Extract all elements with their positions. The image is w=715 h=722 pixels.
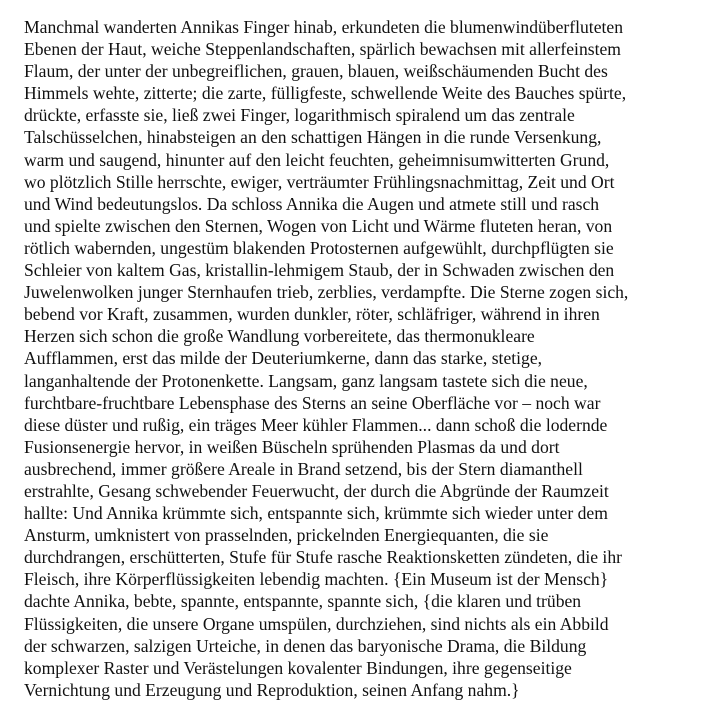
text-line: Fleisch, ihre Körperflüssigkeiten lebendig machten. {Ein Museum ist der Mensch} (24, 569, 609, 590)
text-line: Flaum, der unter der unbegreiflichen, grauen, blauen, weißschäumenden Bucht des (24, 61, 608, 82)
text-line: hallte: Und Annika krümmte sich, entspannte sich, krümmte sich wieder unter dem (24, 503, 608, 524)
text-line: Himmels wehte, zitterte; die zarte, fülligfeste, schwellende Weite des Bauches spürte, (24, 83, 627, 104)
text-line: rötlich wabernden, ungestüm blakenden Protosternen aufgewühlt, durchpflügten sie (24, 237, 614, 258)
text-line: dachte Annika, bebte, spannte, entspannte, spannte sich, {die klaren und trüben (24, 591, 582, 612)
text-line: Herzen sich schon die große Wandlung vorbereitete, das thermonukleare (24, 326, 535, 347)
text-line: warm und saugend, hinunter auf den leicht feuchten, geheimnisumwitterten Grund, (24, 149, 610, 170)
text-line: bebend vor Kraft, zusammen, wurden dunkler, röter, schläfriger, während in ihren (24, 304, 600, 325)
text-line: komplexer Raster und Verästelungen kovalenter Bindungen, ihre gegenseitige (24, 657, 572, 678)
text-line: Aufflammen, erst das milde der Deuteriumkerne, dann das starke, stetige, (24, 348, 543, 369)
text-line: der schwarzen, salzigen Urteiche, in denen das baryonische Drama, die Bildung (24, 635, 587, 656)
text-line: Juwelenwolken junger Sternhaufen trieb, zerblies, verdampfte. Die Sterne zogen sich, (24, 282, 629, 303)
text-line: erstrahlte, Gesang schwebender Feuerwucht, der durch die Abgründe der Raumzeit (24, 480, 609, 501)
text-line: drückte, erfasste sie, ließ zwei Finger, logarithmisch spiralend um das zentrale (24, 105, 575, 126)
text-line: Manchmal wanderten Annikas Finger hinab, erkundeten die blumenwindüberfluteten (24, 17, 623, 37)
text-line: diese düster und rußig, ein träges Meer kühler Flammen... dann schoß die lodernde (24, 414, 608, 435)
document-body (24, 16, 704, 701)
text-line: langanhaltende der Protonenkette. Langsam, ganz langsam tastete sich die neue, (24, 370, 588, 391)
text-line: furchtbare-fruchtbare Lebensphase des Sterns an seine Oberfläche vor – noch war (24, 392, 601, 413)
text-line: und spielte zwischen den Sternen, Wogen von Licht und Wärme fluteten heran, von (24, 215, 613, 236)
text-line: Ebenen der Haut, weiche Steppenlandschaften, spärlich bewachsen mit allerfeinstem (24, 39, 621, 60)
text-line: und Wind bedeutungslos. Da schloss Annika die Augen und atmete still und rasch (24, 193, 600, 214)
text-line: Fusionsenergie hervor, in weißen Büscheln sprühenden Plasmas da und dort (24, 436, 560, 457)
text-line: Flüssigkeiten, die unsere Organe umspülen, durchziehen, sind nichts als ein Abbild (24, 613, 609, 634)
text-line: Talschüsselchen, hinabsteigen an den schattigen Hängen in die runde Versenkung, (24, 127, 602, 148)
text-line: Ansturm, umknistert von prasselnden, prickelnden Energiequanten, die sie (24, 525, 549, 546)
text-line: Schleier von kaltem Gas, kristallin-lehmigem Staub, der in Schwaden zwischen den (24, 260, 615, 281)
text-line: wo plötzlich Stille herrschte, ewiger, verträumter Frühlingsnachmittag, Zeit und Ort (24, 171, 615, 192)
text-line: Vernichtung und Erzeugung und Reproduktion, seinen Anfang nahm.} (24, 679, 520, 700)
text-line: ausbrechend, immer größere Areale in Brand setzend, bis der Stern diamanthell (24, 458, 583, 479)
text-line: durchdrangen, erschütterten, Stufe für Stufe rasche Reaktionsketten zündeten, die ihr (24, 547, 622, 568)
